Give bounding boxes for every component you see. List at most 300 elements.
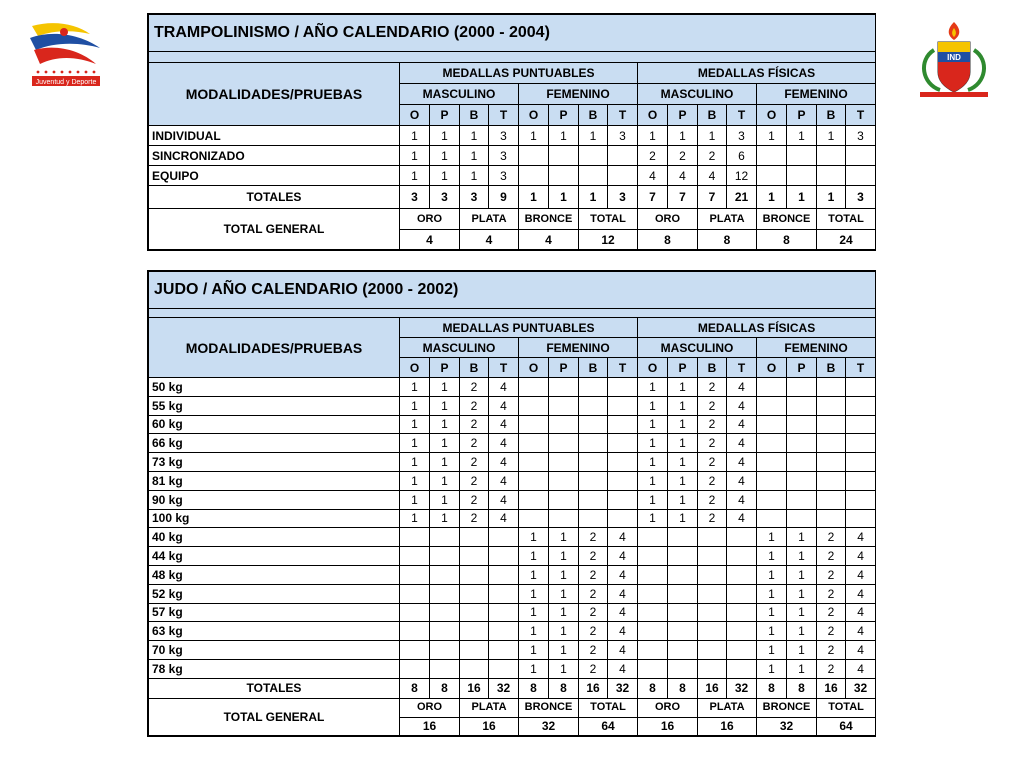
- value-cell: [698, 547, 727, 566]
- value-cell: 1: [400, 378, 430, 397]
- value-cell: 1: [460, 146, 489, 166]
- value-cell: [579, 146, 608, 166]
- total-general-label: TOTAL GENERAL: [149, 209, 400, 250]
- value-cell: 1: [400, 490, 430, 509]
- total-cell: 1: [519, 186, 549, 209]
- row-label: 57 kg: [149, 603, 400, 622]
- value-cell: 1: [817, 126, 846, 146]
- table-row: [149, 166, 876, 186]
- modalidades-header: MODALIDADES/PRUEBAS: [149, 63, 400, 126]
- fisicas-header: MEDALLAS FÍSICAS: [638, 318, 876, 338]
- value-cell: [638, 622, 668, 641]
- row-label: 73 kg: [149, 453, 400, 472]
- value-cell: 2: [817, 528, 846, 547]
- value-cell: 1: [638, 434, 668, 453]
- value-cell: [549, 166, 579, 186]
- value-cell: 2: [460, 471, 489, 490]
- value-cell: [757, 166, 787, 186]
- tg-value: 8: [698, 230, 757, 250]
- value-cell: 1: [519, 547, 549, 566]
- col-header-o: O: [638, 105, 668, 126]
- col-header-b: B: [460, 358, 489, 378]
- tg-value: 12: [579, 230, 638, 250]
- value-cell: 2: [698, 415, 727, 434]
- value-cell: 3: [489, 166, 519, 186]
- value-cell: 2: [817, 641, 846, 660]
- value-cell: 4: [727, 396, 757, 415]
- total-cell: 3: [846, 186, 876, 209]
- value-cell: 1: [519, 641, 549, 660]
- value-cell: [489, 584, 519, 603]
- total-cell: 8: [638, 678, 668, 698]
- value-cell: 2: [579, 565, 608, 584]
- value-cell: [698, 565, 727, 584]
- value-cell: [579, 378, 608, 397]
- value-cell: [400, 547, 430, 566]
- value-cell: [846, 378, 876, 397]
- value-cell: [430, 641, 460, 660]
- value-cell: [757, 396, 787, 415]
- value-cell: [608, 509, 638, 528]
- value-cell: [489, 622, 519, 641]
- value-cell: 4: [727, 453, 757, 472]
- masculino-header: MASCULINO: [638, 338, 757, 358]
- col-header-t: T: [846, 105, 876, 126]
- value-cell: 1: [638, 396, 668, 415]
- value-cell: 3: [608, 126, 638, 146]
- value-cell: [460, 659, 489, 678]
- value-cell: [608, 396, 638, 415]
- value-cell: 2: [579, 603, 608, 622]
- col-header-p: P: [787, 105, 817, 126]
- value-cell: 1: [668, 396, 698, 415]
- value-cell: 2: [579, 584, 608, 603]
- value-cell: 1: [787, 547, 817, 566]
- row-label: 44 kg: [149, 547, 400, 566]
- value-cell: 2: [579, 528, 608, 547]
- value-cell: 4: [727, 471, 757, 490]
- value-cell: 4: [668, 166, 698, 186]
- value-cell: 2: [698, 378, 727, 397]
- value-cell: 4: [608, 528, 638, 547]
- total-cell: 16: [817, 678, 846, 698]
- tg-value: 4: [519, 230, 579, 250]
- value-cell: 4: [608, 584, 638, 603]
- tg-value: 24: [817, 230, 876, 250]
- value-cell: [638, 565, 668, 584]
- total-cell: 7: [698, 186, 727, 209]
- table-row: [149, 565, 876, 584]
- value-cell: [519, 490, 549, 509]
- value-cell: 1: [757, 126, 787, 146]
- totales-label: TOTALES: [149, 186, 400, 209]
- value-cell: 4: [489, 415, 519, 434]
- value-cell: 2: [579, 641, 608, 660]
- value-cell: 1: [757, 622, 787, 641]
- total-cell: 1: [549, 186, 579, 209]
- value-cell: 1: [668, 126, 698, 146]
- value-cell: 4: [608, 659, 638, 678]
- total-cell: 21: [727, 186, 757, 209]
- row-label: 60 kg: [149, 415, 400, 434]
- puntuables-header: MEDALLAS PUNTUABLES: [400, 318, 638, 338]
- col-header-o: O: [519, 358, 549, 378]
- value-cell: [489, 565, 519, 584]
- value-cell: 4: [608, 622, 638, 641]
- col-header-b: B: [817, 358, 846, 378]
- value-cell: [638, 659, 668, 678]
- value-cell: 4: [846, 603, 876, 622]
- value-cell: [668, 547, 698, 566]
- value-cell: 1: [787, 641, 817, 660]
- total-general-label: TOTAL GENERAL: [149, 698, 400, 735]
- col-header-t: T: [489, 105, 519, 126]
- table-row: [149, 622, 876, 641]
- total-cell: 16: [698, 678, 727, 698]
- value-cell: 4: [489, 509, 519, 528]
- value-cell: [846, 415, 876, 434]
- value-cell: [817, 415, 846, 434]
- value-cell: 3: [489, 146, 519, 166]
- value-cell: [460, 641, 489, 660]
- total-cell: 9: [489, 186, 519, 209]
- value-cell: 1: [668, 509, 698, 528]
- tg-col-header: ORO: [400, 209, 460, 230]
- tg-col-header: BRONCE: [519, 209, 579, 230]
- value-cell: [608, 166, 638, 186]
- value-cell: 1: [549, 641, 579, 660]
- puntuables-header: MEDALLAS PUNTUABLES: [400, 63, 638, 84]
- value-cell: [519, 509, 549, 528]
- value-cell: 1: [668, 490, 698, 509]
- value-cell: [489, 641, 519, 660]
- table-row: [149, 603, 876, 622]
- value-cell: 4: [727, 490, 757, 509]
- tg-col-header: ORO: [638, 209, 698, 230]
- tg-col-header: PLATA: [460, 698, 519, 717]
- row-label: 70 kg: [149, 641, 400, 660]
- value-cell: 2: [579, 547, 608, 566]
- value-cell: [519, 453, 549, 472]
- value-cell: [846, 509, 876, 528]
- col-header-p: P: [668, 105, 698, 126]
- value-cell: 1: [400, 434, 430, 453]
- value-cell: 4: [727, 434, 757, 453]
- total-cell: 3: [608, 186, 638, 209]
- total-general-header-row: [149, 209, 876, 230]
- value-cell: 4: [489, 396, 519, 415]
- value-cell: [430, 659, 460, 678]
- value-cell: 1: [579, 126, 608, 146]
- col-header-p: P: [668, 358, 698, 378]
- value-cell: 1: [400, 453, 430, 472]
- tg-value: 32: [757, 717, 817, 735]
- value-cell: 2: [460, 490, 489, 509]
- value-cell: 4: [608, 565, 638, 584]
- row-label: EQUIPO: [149, 166, 400, 186]
- tg-col-header: ORO: [638, 698, 698, 717]
- row-label: SINCRONIZADO: [149, 146, 400, 166]
- row-label: 81 kg: [149, 471, 400, 490]
- row-label: 66 kg: [149, 434, 400, 453]
- value-cell: [608, 453, 638, 472]
- value-cell: 2: [579, 659, 608, 678]
- value-cell: 1: [787, 584, 817, 603]
- col-header-b: B: [698, 105, 727, 126]
- table-row: [149, 434, 876, 453]
- value-cell: [638, 547, 668, 566]
- value-cell: [430, 603, 460, 622]
- value-cell: 1: [757, 547, 787, 566]
- value-cell: [817, 490, 846, 509]
- total-cell: 16: [460, 678, 489, 698]
- value-cell: [817, 453, 846, 472]
- value-cell: 1: [787, 603, 817, 622]
- col-header-o: O: [638, 358, 668, 378]
- value-cell: [757, 490, 787, 509]
- value-cell: 1: [638, 471, 668, 490]
- total-cell: 1: [757, 186, 787, 209]
- value-cell: [549, 471, 579, 490]
- value-cell: 1: [549, 584, 579, 603]
- value-cell: [430, 547, 460, 566]
- value-cell: [727, 659, 757, 678]
- value-cell: 4: [608, 641, 638, 660]
- value-cell: 1: [668, 434, 698, 453]
- table-row: [149, 584, 876, 603]
- value-cell: 4: [608, 603, 638, 622]
- value-cell: 1: [400, 471, 430, 490]
- trampolinismo-table: [147, 13, 876, 251]
- table-row: [149, 396, 876, 415]
- col-header-t: T: [727, 105, 757, 126]
- value-cell: 2: [698, 396, 727, 415]
- masculino-header: MASCULINO: [400, 84, 519, 105]
- value-cell: 1: [400, 509, 430, 528]
- value-cell: 1: [757, 565, 787, 584]
- value-cell: 1: [460, 166, 489, 186]
- value-cell: 1: [519, 622, 549, 641]
- col-header-o: O: [400, 358, 430, 378]
- value-cell: 2: [460, 453, 489, 472]
- value-cell: [549, 378, 579, 397]
- value-cell: [817, 471, 846, 490]
- value-cell: [698, 622, 727, 641]
- value-cell: [787, 396, 817, 415]
- tg-value: 64: [579, 717, 638, 735]
- value-cell: [787, 453, 817, 472]
- judo-table: [147, 270, 876, 737]
- value-cell: 1: [519, 528, 549, 547]
- value-cell: 1: [549, 126, 579, 146]
- value-cell: 1: [430, 126, 460, 146]
- value-cell: 1: [430, 396, 460, 415]
- row-label: 48 kg: [149, 565, 400, 584]
- value-cell: [757, 415, 787, 434]
- value-cell: 1: [549, 565, 579, 584]
- value-cell: 1: [549, 547, 579, 566]
- value-cell: [727, 584, 757, 603]
- tg-col-header: PLATA: [460, 209, 519, 230]
- value-cell: [846, 434, 876, 453]
- fisicas-header: MEDALLAS FÍSICAS: [638, 63, 876, 84]
- value-cell: 1: [668, 453, 698, 472]
- value-cell: 4: [846, 547, 876, 566]
- value-cell: 1: [787, 659, 817, 678]
- value-cell: 1: [668, 471, 698, 490]
- total-cell: 8: [787, 678, 817, 698]
- tg-value: 16: [400, 717, 460, 735]
- section-title: TRAMPOLINISMO / AÑO CALENDARIO (2000 - 2004): [149, 15, 876, 52]
- value-cell: [400, 565, 430, 584]
- modalidades-header: MODALIDADES/PRUEBAS: [149, 318, 400, 378]
- total-cell: 16: [579, 678, 608, 698]
- left-logo-caption: Juventud y Deporte: [35, 79, 97, 86]
- value-cell: [787, 415, 817, 434]
- value-cell: 12: [727, 166, 757, 186]
- tg-col-header: PLATA: [698, 209, 757, 230]
- total-general-header-row: [149, 698, 876, 717]
- value-cell: [787, 471, 817, 490]
- total-cell: 8: [430, 678, 460, 698]
- value-cell: [608, 146, 638, 166]
- value-cell: [579, 166, 608, 186]
- femenino-header: FEMENINO: [519, 338, 638, 358]
- col-header-o: O: [757, 358, 787, 378]
- value-cell: 4: [846, 659, 876, 678]
- value-cell: 1: [638, 378, 668, 397]
- value-cell: [460, 622, 489, 641]
- value-cell: 1: [430, 434, 460, 453]
- col-header-o: O: [519, 105, 549, 126]
- value-cell: [400, 528, 430, 547]
- value-cell: [817, 509, 846, 528]
- tg-col-header: ORO: [400, 698, 460, 717]
- col-header-o: O: [400, 105, 430, 126]
- total-cell: 32: [489, 678, 519, 698]
- total-cell: 32: [846, 678, 876, 698]
- value-cell: [787, 434, 817, 453]
- value-cell: [727, 641, 757, 660]
- value-cell: [519, 396, 549, 415]
- value-cell: 1: [400, 396, 430, 415]
- total-cell: 7: [668, 186, 698, 209]
- row-label: 78 kg: [149, 659, 400, 678]
- value-cell: 4: [846, 565, 876, 584]
- value-cell: 3: [846, 126, 876, 146]
- value-cell: 1: [430, 415, 460, 434]
- table-row: [149, 659, 876, 678]
- value-cell: [787, 378, 817, 397]
- row-label: 40 kg: [149, 528, 400, 547]
- total-cell: 8: [400, 678, 430, 698]
- total-cell: 1: [787, 186, 817, 209]
- value-cell: [430, 565, 460, 584]
- value-cell: [549, 415, 579, 434]
- value-cell: [698, 659, 727, 678]
- value-cell: [549, 396, 579, 415]
- tg-value: 64: [817, 717, 876, 735]
- value-cell: 2: [817, 603, 846, 622]
- total-cell: 3: [400, 186, 430, 209]
- value-cell: [489, 547, 519, 566]
- value-cell: 1: [787, 126, 817, 146]
- value-cell: [549, 509, 579, 528]
- value-cell: 1: [549, 659, 579, 678]
- value-cell: [698, 603, 727, 622]
- value-cell: 2: [460, 396, 489, 415]
- value-cell: [400, 622, 430, 641]
- value-cell: 3: [727, 126, 757, 146]
- value-cell: [638, 528, 668, 547]
- value-cell: 2: [460, 415, 489, 434]
- value-cell: [668, 641, 698, 660]
- tg-value: 4: [400, 230, 460, 250]
- value-cell: [638, 584, 668, 603]
- masculino-header: MASCULINO: [400, 338, 519, 358]
- value-cell: 4: [727, 415, 757, 434]
- total-cell: 1: [579, 186, 608, 209]
- total-cell: 1: [817, 186, 846, 209]
- value-cell: [579, 396, 608, 415]
- value-cell: [817, 396, 846, 415]
- col-header-p: P: [430, 105, 460, 126]
- juventud-deporte-logo: [24, 18, 106, 90]
- value-cell: [460, 528, 489, 547]
- value-cell: [638, 603, 668, 622]
- value-cell: [579, 434, 608, 453]
- value-cell: [668, 659, 698, 678]
- ind-shield-logo: [912, 20, 996, 100]
- value-cell: 2: [698, 471, 727, 490]
- tg-value: 4: [460, 230, 519, 250]
- value-cell: 1: [638, 490, 668, 509]
- value-cell: [787, 490, 817, 509]
- value-cell: 1: [430, 146, 460, 166]
- value-cell: 2: [817, 547, 846, 566]
- value-cell: [608, 378, 638, 397]
- value-cell: 4: [638, 166, 668, 186]
- value-cell: 1: [787, 528, 817, 547]
- table-row: [149, 453, 876, 472]
- value-cell: 1: [430, 509, 460, 528]
- value-cell: [757, 509, 787, 528]
- value-cell: [549, 453, 579, 472]
- value-cell: 1: [638, 415, 668, 434]
- value-cell: 2: [698, 453, 727, 472]
- col-header-b: B: [817, 105, 846, 126]
- value-cell: [549, 434, 579, 453]
- tg-value: 16: [698, 717, 757, 735]
- value-cell: 1: [519, 659, 549, 678]
- value-cell: [549, 490, 579, 509]
- value-cell: [519, 166, 549, 186]
- value-cell: [668, 565, 698, 584]
- col-header-p: P: [430, 358, 460, 378]
- value-cell: [549, 146, 579, 166]
- col-header-b: B: [698, 358, 727, 378]
- value-cell: 1: [787, 622, 817, 641]
- value-cell: 4: [846, 584, 876, 603]
- value-cell: [579, 453, 608, 472]
- value-cell: 2: [817, 584, 846, 603]
- table-row: [149, 415, 876, 434]
- value-cell: [489, 659, 519, 678]
- value-cell: 1: [757, 584, 787, 603]
- value-cell: 1: [519, 603, 549, 622]
- value-cell: 4: [846, 528, 876, 547]
- value-cell: [579, 509, 608, 528]
